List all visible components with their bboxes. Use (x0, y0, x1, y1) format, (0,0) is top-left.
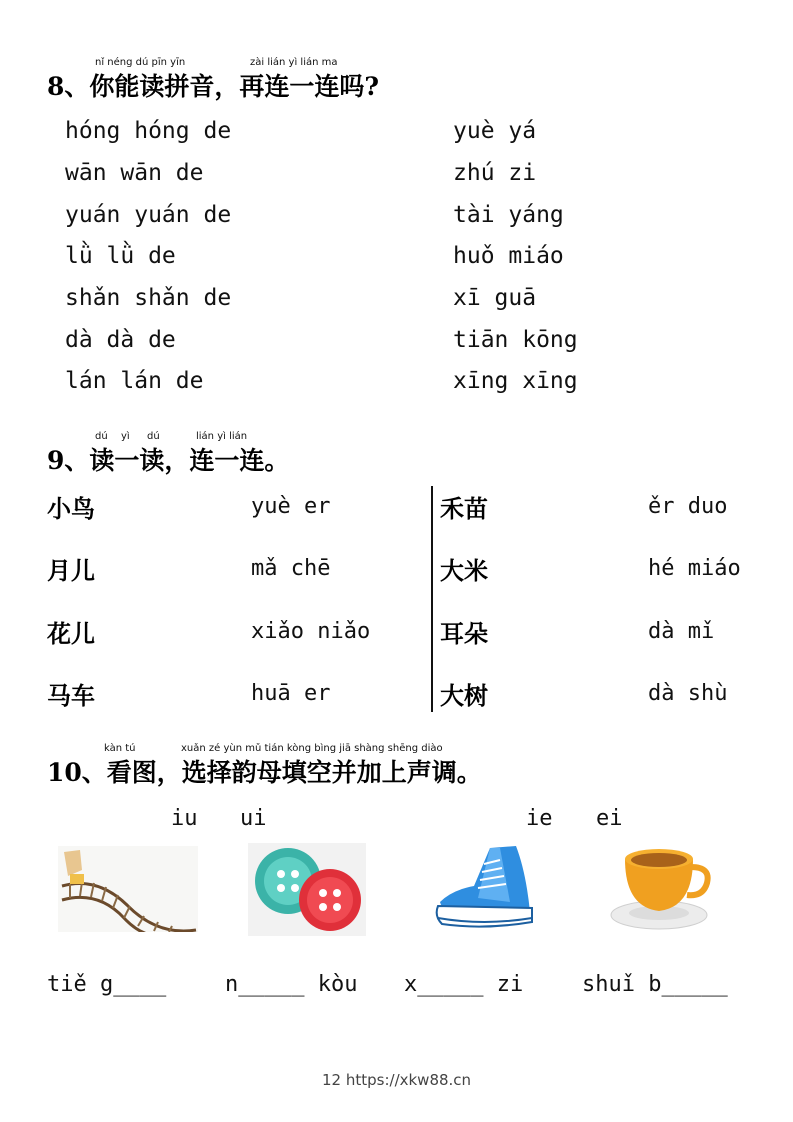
q8-title: 8、你能读拼音，再连一连吗? (47, 72, 380, 101)
q8-left-5: shǎn shǎn de (65, 285, 232, 311)
q9-ruby-3: dú (147, 431, 160, 442)
q10-option-ei: ei (596, 806, 623, 831)
q9-ruby-1: dú (95, 431, 108, 442)
q10-option-ui: ui (240, 806, 267, 831)
q9-ruby-4: lián yì lián (196, 431, 248, 442)
q9-word-6: 大米 (440, 556, 488, 585)
blank-1[interactable]: tiě g____ (47, 972, 167, 997)
teacup-image (607, 843, 711, 933)
blank-4[interactable]: shuǐ b_____ (582, 972, 728, 997)
q8-right-3: tài yáng (453, 202, 564, 228)
q8-right-6: tiān kōng (453, 327, 578, 353)
q10-option-iu: iu (171, 806, 198, 831)
q9-divider (431, 486, 433, 712)
sneaker-image (434, 842, 536, 934)
q9-pinyin-6: hé miáo (648, 556, 741, 581)
page-footer: 12 https://xkw88.cn (322, 1071, 472, 1089)
q8-right-2: zhú zi (453, 160, 537, 186)
q10-ruby-1: kàn tú (104, 743, 136, 754)
q9-word-5: 禾苗 (440, 494, 488, 523)
q9-pinyin-2: mǎ chē (251, 556, 331, 581)
railway-track-image (58, 846, 198, 932)
q9-word-1: 小鸟 (47, 494, 95, 523)
q8-right-5: xī guā (453, 285, 537, 311)
blank-3[interactable]: x_____ zi (404, 972, 524, 997)
q8-left-7: lán lán de (65, 368, 204, 394)
q9-word-2: 月儿 (47, 556, 95, 585)
q9-pinyin-4: huā er (251, 681, 331, 706)
q8-ruby-2: zài lián yì lián ma (250, 57, 338, 68)
q8-right-4: huǒ miáo (453, 243, 564, 269)
q10-title: 10、看图，选择韵母填空并加上声调。 (47, 758, 482, 787)
q9-pinyin-1: yuè er (251, 494, 331, 519)
q8-left-1: hóng hóng de (65, 118, 232, 144)
q10-option-ie: ie (526, 806, 553, 831)
q9-word-3: 花儿 (47, 619, 95, 648)
q9-pinyin-3: xiǎo niǎo (251, 619, 371, 644)
q8-left-2: wān wān de (65, 160, 204, 186)
q8-ruby-1: nǐ néng dú pīn yīn (95, 57, 186, 68)
q8-right-1: yuè yá (453, 118, 537, 144)
q8-left-3: yuán yuán de (65, 202, 232, 228)
q9-word-4: 马车 (47, 681, 95, 710)
q9-title: 9、读一读，连一连。 (47, 446, 290, 475)
q9-pinyin-7: dà mǐ (648, 619, 715, 644)
q9-pinyin-5: ěr duo (648, 494, 728, 519)
q8-right-7: xīng xīng (453, 368, 578, 394)
q9-word-8: 大树 (440, 681, 488, 710)
q9-ruby-2: yì (121, 431, 130, 442)
buttons-image (248, 843, 366, 936)
q10-ruby-2: xuǎn zé yùn mǔ tián kòng bìng jiā shàng shēng diào (181, 743, 443, 754)
q9-word-7: 耳朵 (440, 619, 488, 648)
q9-pinyin-8: dà shù (648, 681, 728, 706)
blank-2[interactable]: n_____ kòu (225, 972, 358, 997)
q8-left-6: dà dà de (65, 327, 176, 353)
q8-left-4: lǜ lǜ de (65, 243, 176, 269)
